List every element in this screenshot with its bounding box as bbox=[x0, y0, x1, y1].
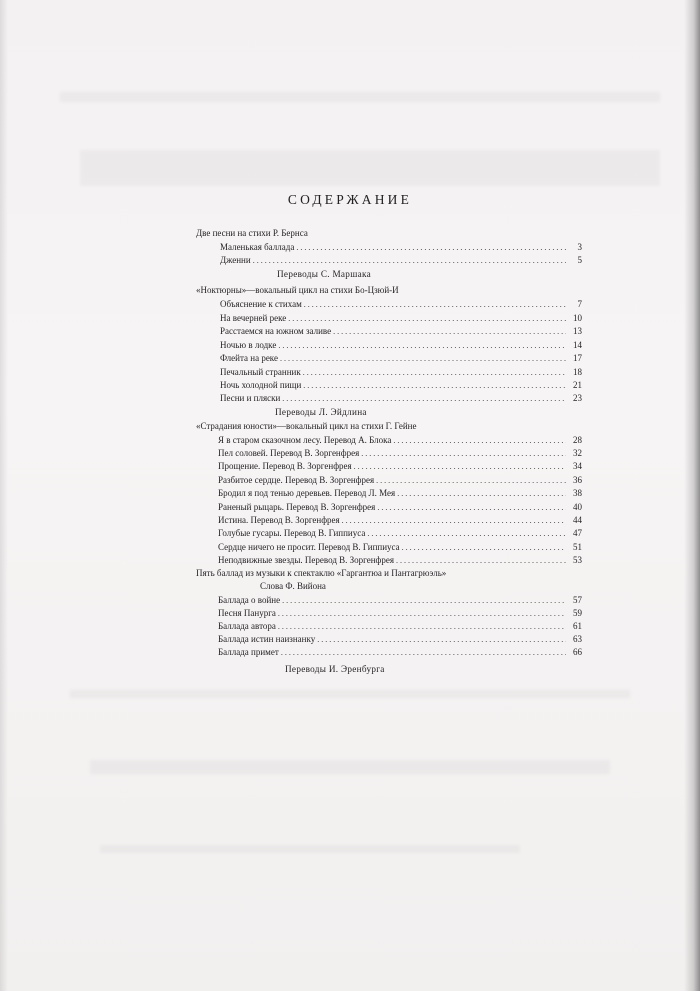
entry-page: 5 bbox=[577, 255, 582, 265]
toc-entry bbox=[220, 366, 582, 379]
entry-page: 21 bbox=[573, 380, 582, 390]
entry-page: 59 bbox=[573, 608, 582, 618]
toc-entry bbox=[218, 594, 582, 607]
entry-title: Расстаемся на южном заливе bbox=[220, 326, 332, 336]
entry-page: 63 bbox=[573, 634, 582, 644]
section-heading: Пять баллад из музыки к спектаклю «Гаргантюа и Пантагрюэль» bbox=[196, 568, 447, 578]
entry-page: 28 bbox=[573, 435, 582, 445]
toc-entry bbox=[218, 554, 582, 567]
entry-page: 10 bbox=[573, 313, 582, 323]
entry-title: Баллада о войне bbox=[218, 595, 281, 605]
toc-entry bbox=[218, 541, 582, 554]
entry-page: 47 bbox=[573, 528, 582, 538]
section-heading: Две песни на стихи Р. Бернса bbox=[196, 228, 308, 238]
entry-title: Раненый рыцарь. Перевод В. Зоргенфрея bbox=[218, 502, 376, 512]
translator-credit: Переводы С. Маршака bbox=[277, 269, 371, 279]
toc-entry bbox=[218, 633, 582, 646]
toc-entry bbox=[218, 447, 582, 460]
entry-title: На вечерней реке bbox=[220, 313, 287, 323]
entry-page: 51 bbox=[573, 542, 582, 552]
entry-page: 44 bbox=[573, 515, 582, 525]
entry-title: Я в старом сказочном лесу. Перевод А. Блока bbox=[218, 435, 392, 445]
entry-page: 38 bbox=[573, 488, 582, 498]
entry-page: 3 bbox=[577, 242, 582, 252]
toc-entry bbox=[220, 254, 582, 267]
entry-title: Пел соловей. Перевод В. Зоргенфрея bbox=[218, 448, 360, 458]
toc-entry bbox=[220, 352, 582, 365]
entry-page: 36 bbox=[573, 475, 582, 485]
translator-credit: Переводы И. Эренбурга bbox=[285, 664, 385, 674]
toc-entry bbox=[218, 501, 582, 514]
toc-entry bbox=[218, 474, 582, 487]
entry-title: Прощение. Перевод В. Зоргенфрея bbox=[218, 461, 352, 471]
entry-page: 32 bbox=[573, 448, 582, 458]
entry-title: Бродил я под тенью деревьев. Перевод Л. Мея bbox=[218, 488, 396, 498]
entry-page: 40 bbox=[573, 502, 582, 512]
entry-page: 7 bbox=[577, 299, 582, 309]
toc-entry bbox=[218, 460, 582, 473]
entry-title: Песни и пляски bbox=[220, 393, 281, 403]
entry-title: Баллада автора bbox=[218, 621, 276, 631]
section-heading: «Ноктюрны»—вокальный цикл на стихи Бо-Цзюй-И bbox=[196, 285, 399, 295]
entry-page: 23 bbox=[573, 393, 582, 403]
page-title: СОДЕРЖАНИЕ bbox=[287, 192, 413, 207]
entry-page: 34 bbox=[573, 461, 582, 471]
entry-title: Объяснение к стихам bbox=[220, 299, 302, 309]
entry-page: 57 bbox=[573, 595, 582, 605]
toc-entry bbox=[218, 527, 582, 540]
toc-entry bbox=[220, 325, 582, 338]
entry-title: Сердце ничего не просит. Перевод В. Гиппиуса bbox=[218, 542, 400, 552]
entry-page: 61 bbox=[573, 621, 582, 631]
toc-entry bbox=[220, 379, 582, 392]
toc-entry bbox=[220, 241, 582, 254]
entry-title: Печальный странник bbox=[220, 367, 301, 377]
entry-page: 53 bbox=[573, 555, 582, 565]
toc-entry bbox=[218, 620, 582, 633]
entry-title: Неподвижные звезды. Перевод В. Зоргенфрея bbox=[218, 555, 395, 565]
entry-title: Флейта на реке bbox=[220, 353, 278, 363]
toc-entry bbox=[218, 434, 582, 447]
entry-title: Маленькая баллада bbox=[220, 242, 295, 252]
toc-entry bbox=[220, 392, 582, 405]
entry-title: Дженни bbox=[220, 255, 251, 265]
entry-page: 18 bbox=[573, 367, 582, 377]
entry-page: 14 bbox=[573, 340, 582, 350]
toc-entry bbox=[220, 339, 582, 352]
toc-entry bbox=[220, 298, 582, 311]
entry-title: Баллада истин наизнанку bbox=[218, 634, 316, 644]
toc-entry bbox=[220, 312, 582, 325]
toc-entry bbox=[218, 487, 582, 500]
entry-title: Баллада примет bbox=[218, 647, 279, 657]
section-subheading: Слова Ф. Вийона bbox=[260, 581, 326, 591]
entry-title: Ночью в лодке bbox=[220, 340, 277, 350]
translator-credit: Переводы Л. Эйдлина bbox=[275, 407, 367, 417]
entry-page: 17 bbox=[573, 353, 582, 363]
entry-page: 13 bbox=[573, 326, 582, 336]
toc-entry bbox=[218, 514, 582, 527]
toc-entry bbox=[218, 607, 582, 620]
entry-title: Песня Панурга bbox=[218, 608, 276, 618]
entry-title: Ночь холодной пищи bbox=[220, 380, 302, 390]
toc-entry bbox=[218, 646, 582, 659]
entry-title: Голубые гусары. Перевод В. Гиппиуса bbox=[218, 528, 366, 538]
entry-page: 66 bbox=[573, 647, 582, 657]
section-heading: «Страдания юности»—вокальный цикл на стихи Г. Гейне bbox=[196, 421, 417, 431]
entry-title: Истина. Перевод В. Зоргенфрея bbox=[218, 515, 340, 525]
entry-title: Разбитое сердце. Перевод В. Зоргенфрея bbox=[218, 475, 375, 485]
